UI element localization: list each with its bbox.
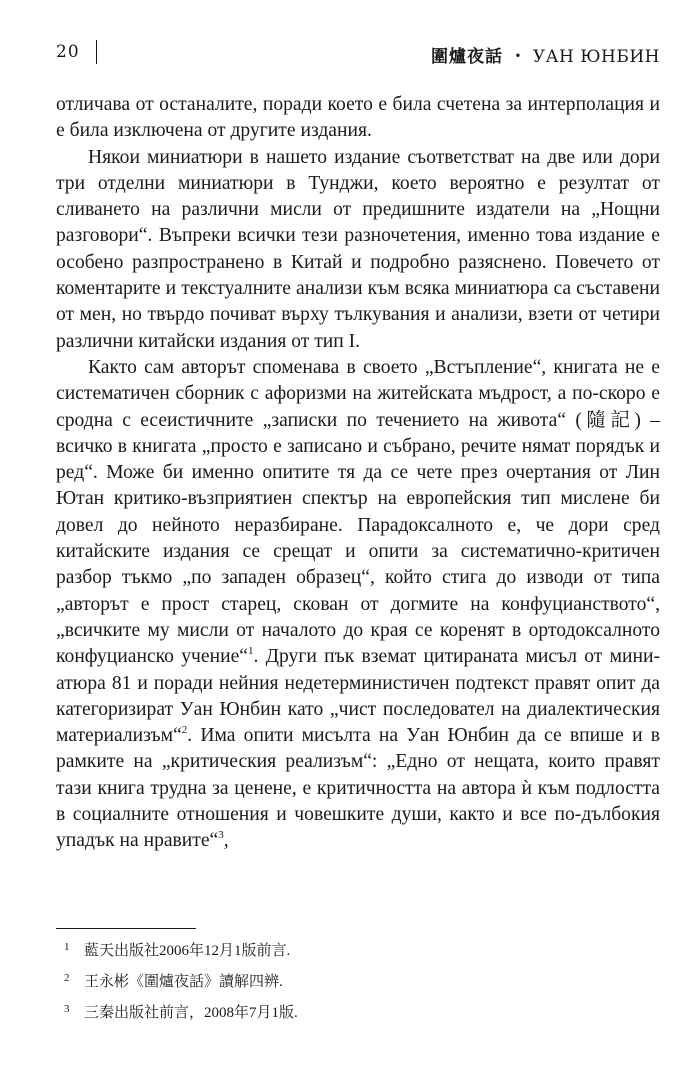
footnote-divider xyxy=(56,928,196,929)
running-head xyxy=(431,42,660,67)
footnote-text: 藍天出版社2006年12月1版前言. xyxy=(84,943,291,959)
footnote-text: 三秦出版社前言，2008年7月1版. xyxy=(84,1005,298,1021)
book-title: 圍爐夜話 xyxy=(430,47,503,67)
paragraph-3-text-2: . Други пък вземат цитираната мисъл от миниатюра 81 и поради нейния недетерминистичен подтекст правят опит да категоризират Уан Юнбин като „чист последовател на диалектическия материализъм“ xyxy=(56,646,660,747)
footnote-text: 王永彬《圍爐夜話》讀解四辨. xyxy=(84,974,283,990)
footnote-3: 3 三秦出版社前言，2008年7月1版. xyxy=(64,1003,298,1021)
paragraph-3-text-3: . Има опити мисълта на Уан Юнбин да се впише и в рамките на „критическия реализъм“: „Едно от нещата, които правят тази книга трудна за ценене, е критичността на автора ѝ към подлостта в социалните отношения и човешките души, както и все по-дълбокия упадък на нравите“ xyxy=(56,725,660,852)
footnote-ref-2[interactable]: 2 xyxy=(181,724,188,737)
paragraph-1: отличава от останалите, поради което е била счетена за интерполация и е била изключена от другите издания. xyxy=(56,94,660,142)
footnote-ref-3[interactable]: 3 xyxy=(218,829,224,842)
header-separator: • xyxy=(514,49,522,63)
paragraph-3-text-1: Както сам авторът споменава в своето „Встъпление“, книгата не е систематичен сборник с афоризми на житейската мъдрост, а по-скоро е сродна с есеистичните „записки по течението на живота“ (隨記) – всичко в книгата „просто е записано и събрано, речите нямат порядък и ред“. Може би именно опитите тя да се чете през очертания от Лин Ютан критико-възприятиен спектър на европейския тип мислене би довел до нейното неразбиране. Парадоксалното е, че дори сред китайските издания се срещат и опити за систематично-критичен разбор тъкмо „по западен образец“, който стига до изводи от типа „авторът е прост старец, скован от догмите на конфуцианството“, „всичките му мисли от началото до края се коренят в ортодоксалното конфуцианско учение“ xyxy=(56,356,660,668)
paragraph-3 xyxy=(56,355,660,855)
page-number: 20 xyxy=(56,42,80,62)
footnotes xyxy=(64,936,624,1029)
paragraph-2: Някои миниатюри в нашето издание съответстват на две или дори три отделни миниатюри в Тунджи, което вероятно е резултат от сливането на различни мисли от предишните издатели на „Нощни разговори“. Въпреки всички тези разночетения, именно това издание е особено разпространено в Китай и подробно разяснено. Повечето от коментарите и текстуалните анализи към всяка миниатюра са съставени от мен, но твърдо почиват върху тълкувания и анализи, взети от четири различни китайски издания от тип I. xyxy=(56,146,660,352)
footnote-ref-1[interactable]: 1 xyxy=(247,645,254,658)
paragraph-3-text-4: , xyxy=(223,830,229,852)
page-header xyxy=(56,40,660,66)
footnote-2: 2 王永彬《圍爐夜話》讀解四辨. xyxy=(64,972,283,990)
header-divider xyxy=(96,40,97,64)
footnote-1: 1 藍天出版社2006年12月1版前言. xyxy=(64,941,291,959)
body-text xyxy=(56,92,660,855)
author-name: УАН ЮНБИН xyxy=(532,47,660,67)
